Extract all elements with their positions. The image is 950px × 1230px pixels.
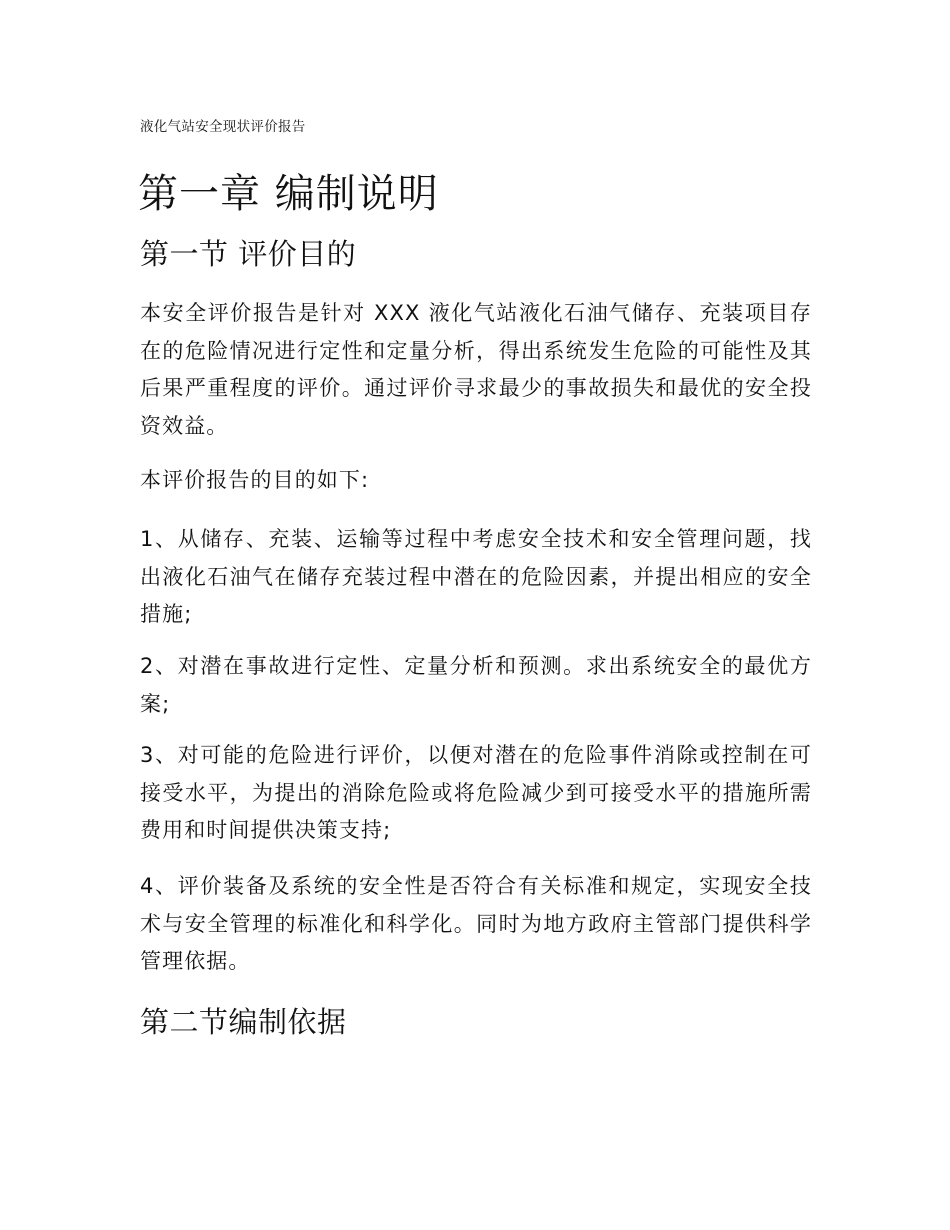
chapter-title: 第一章 编制说明 bbox=[138, 171, 439, 217]
paragraph-purpose-lead: 本评价报告的目的如下: bbox=[140, 468, 370, 492]
section-title-basis: 第二节编制依据 bbox=[140, 1005, 347, 1039]
section-title-purpose: 第一节 评价目的 bbox=[140, 237, 357, 271]
running-header: 液化气站安全现状评价报告 bbox=[140, 119, 306, 135]
list-item-4: 4、评价装备及系统的安全性是否符合有关标准和规定，实现安全技术与安全管理的标准化和科学化。同时为地方政府主管部门提供科学管理依据。 bbox=[140, 874, 812, 973]
list-item-1: 1、从储存、充装、运输等过程中考虑安全技术和安全管理问题，找出液化石油气在储存充装过程中潜在的危险因素，并提出相应的安全措施; bbox=[140, 527, 812, 626]
list-item-2: 2、对潜在事故进行定性、定量分析和预测。求出系统安全的最优方案; bbox=[140, 654, 812, 716]
list-item-3: 3、对可能的危险进行评价，以便对潜在的危险事件消除或控制在可接受水平，为提出的消除危险或将危险减少到可接受水平的措施所需费用和时间提供决策支持; bbox=[140, 743, 812, 842]
paragraph-intro: 本安全评价报告是针对 XXX 液化气站液化石油气储存、充装项目存在的危险情况进行定性和定量分析，得出系统发生危险的可能性及其后果严重程度的评价。通过评价寻求最少的事故损失和最优的安全投资效益。 bbox=[140, 301, 812, 438]
